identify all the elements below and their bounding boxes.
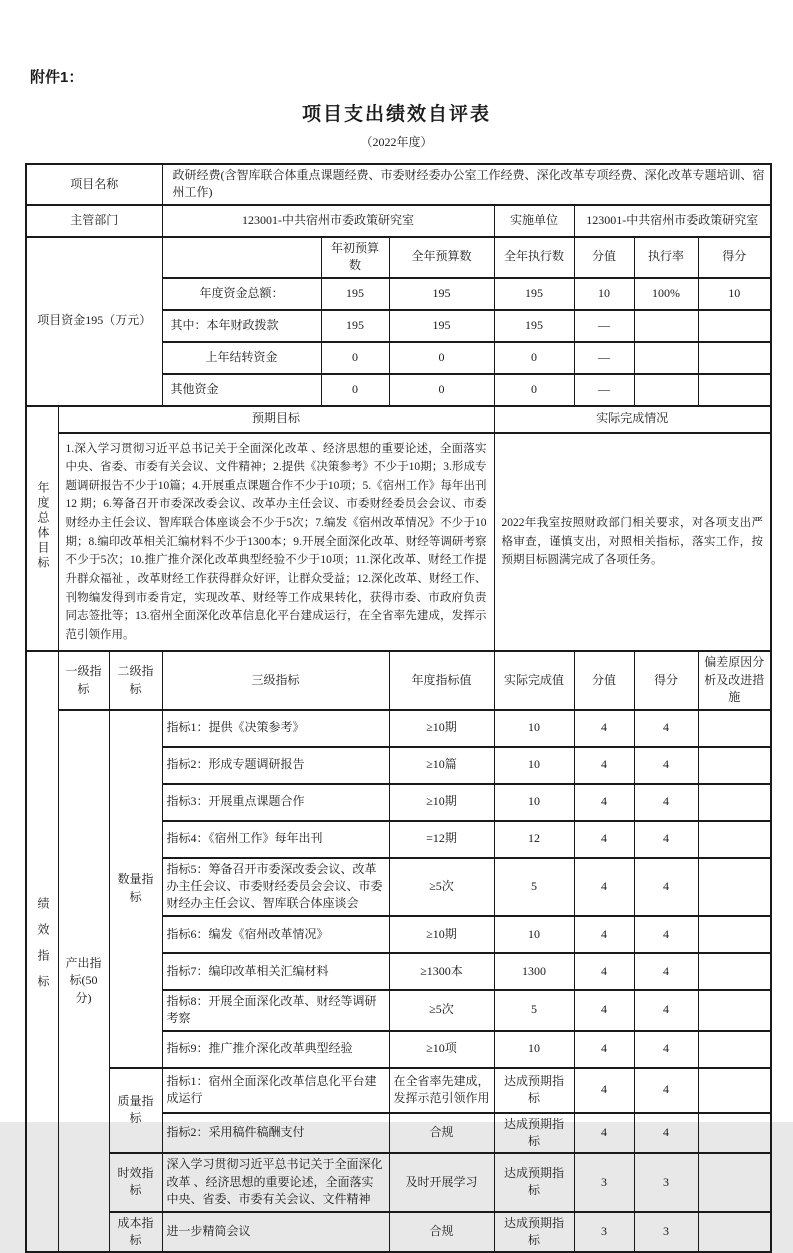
indicator-score: 4 <box>634 784 698 821</box>
indicator-deviation <box>698 1212 771 1253</box>
funds-executed: 0 <box>494 342 574 374</box>
indicator-target: 在全省率先建成，发挥示范引领作用 <box>389 1068 494 1113</box>
indicator-name: 指标8：开展全面深化改革、财经等调研考察 <box>162 990 389 1031</box>
funds-executed: 195 <box>494 310 574 342</box>
funds-score-value: — <box>574 310 634 342</box>
funds-initial: 0 <box>321 374 389 406</box>
actual-completion-text: 2022年我室按照财政部门相关要求，对各项支出严格审查，谨慎支出，对照相关指标，落实工作，按预期目标圆满完成了各项任务。 <box>494 433 771 652</box>
indicator-score: 3 <box>634 1153 698 1211</box>
funds-initial: 195 <box>321 310 389 342</box>
indicator-target: ≥10期 <box>389 784 494 821</box>
indicator-actual: 5 <box>494 858 574 916</box>
indicator-deviation <box>698 1153 771 1211</box>
impl-unit-label: 实施单位 <box>494 205 574 237</box>
indicator-name: 指标2：形成专题调研报告 <box>162 747 389 784</box>
indicator-target: ≥10期 <box>389 916 494 953</box>
header-deviation: 偏差原因分析及改进措施 <box>698 651 771 709</box>
funds-initial: 195 <box>321 278 389 310</box>
indicator-target: ≥10篇 <box>389 747 494 784</box>
indicator-target: ≥5次 <box>389 858 494 916</box>
indicator-deviation <box>698 1113 771 1154</box>
funds-annual: 195 <box>389 310 494 342</box>
funds-score-value: — <box>574 374 634 406</box>
indicator-name: 指标6：编发《宿州改革情况》 <box>162 916 389 953</box>
indicator-score: 3 <box>634 1212 698 1253</box>
indicator-name: 指标1：宿州全面深化改革信息化平台建成运行 <box>162 1068 389 1113</box>
funds-rate <box>634 342 698 374</box>
indicator-name: 指标1：提供《决策参考》 <box>162 710 389 747</box>
indicator-deviation <box>698 1031 771 1068</box>
performance-indicators-side-label-text: 绩效指标 <box>35 897 50 1002</box>
project-name-label: 项目名称 <box>26 164 162 205</box>
header-level2: 二级指标 <box>109 651 162 709</box>
expected-goals-text: 1.深入学习贯彻习近平总书记关于全面深化改革 、经济思想的重要论述，全面落实中央、省委、市委有关会议、文件精神；2.提供《决策参考》不少于10期；3.形成专题调研报告不少于10篇；4.开展重点课题合作不少于10项；5.《宿州工作》每年出刊 12 期；6.筹备召开市委深改委会议、改革办主任会议、市委财经委员会会议、市委财经办主任会议、智库联合体座谈会不少于5次；7.编发《宿州改革情况》不少于10期；8.编印改革相关汇编材料不少于1300本；9.开展全面深化改革、财经等调研考察不少于5次；10.推广推介深化改革典型经验不少于10项；11.深化改革、财经工作提升群众福祉 ，改革财经工作获得群众好评，让群众受益；12.深化改革、财经工作、刊物编发得到市委肯定，实现改革、财经等工作成果转化，获得市委、市政府负责同志签批等；13.宿州全面深化改革信息化平台建成运行，在全省率先建成，发挥示范引领作用。 <box>58 433 494 652</box>
indicator-target: ≥5次 <box>389 990 494 1031</box>
indicator-target: ≥1300本 <box>389 953 494 990</box>
funds-rate <box>634 374 698 406</box>
funds-header-annual: 全年预算数 <box>389 237 494 278</box>
level2-timeliness-indicator: 时效指标 <box>109 1153 162 1211</box>
header-level1: 一级指标 <box>58 651 109 709</box>
indicator-row <box>26 1068 771 1113</box>
indicator-actual: 达成预期指标 <box>494 1113 574 1154</box>
indicator-score-value: 4 <box>574 990 634 1031</box>
indicator-score-value: 4 <box>574 858 634 916</box>
indicator-actual: 达成预期指标 <box>494 1153 574 1211</box>
actual-completion-header: 实际完成情况 <box>494 406 771 433</box>
indicator-score: 4 <box>634 916 698 953</box>
header-target: 年度指标值 <box>389 651 494 709</box>
indicator-deviation <box>698 784 771 821</box>
indicator-name: 指标7：编印改革相关汇编材料 <box>162 953 389 990</box>
indicator-score-value: 4 <box>574 1113 634 1154</box>
indicator-target: ≥10期 <box>389 710 494 747</box>
funds-score-value: — <box>574 342 634 374</box>
indicator-row <box>26 1212 771 1253</box>
funds-score <box>698 374 771 406</box>
level2-quantity-indicator: 数量指标 <box>109 710 162 1068</box>
indicator-name: 指标2：采用稿件稿酬支付 <box>162 1113 389 1154</box>
indicator-actual: 10 <box>494 916 574 953</box>
self-evaluation-table <box>25 163 772 1253</box>
indicator-target: ≥10项 <box>389 1031 494 1068</box>
funds-score: 10 <box>698 278 771 310</box>
funds-annual: 195 <box>389 278 494 310</box>
indicator-score: 4 <box>634 747 698 784</box>
indicator-actual: 10 <box>494 710 574 747</box>
indicator-deviation <box>698 858 771 916</box>
indicator-actual: 达成预期指标 <box>494 1212 574 1253</box>
indicator-score-value: 3 <box>574 1153 634 1211</box>
indicator-target: 合规 <box>389 1212 494 1253</box>
indicator-score: 4 <box>634 953 698 990</box>
indicator-score-value: 4 <box>574 916 634 953</box>
project-name-value: 政研经费(含智库联合体重点课题经费、市委财经委办公室工作经费、深化改革专项经费、深化改革专题培训、宿州工作) <box>162 164 771 205</box>
dept-label: 主管部门 <box>26 205 162 237</box>
indicator-actual: 10 <box>494 747 574 784</box>
impl-unit-value: 123001-中共宿州市委政策研究室 <box>574 205 771 237</box>
indicator-name: 指标3：开展重点课题合作 <box>162 784 389 821</box>
indicator-name: 指标5：筹备召开市委深改委会议、改革办主任会议、市委财经委员会会议、市委财经办主任会议、智库联合体座谈会 <box>162 858 389 916</box>
level1-output-indicator: 产出指标(50分) <box>58 710 109 1253</box>
funds-header-score: 得分 <box>698 237 771 278</box>
indicator-score-value: 4 <box>574 747 634 784</box>
indicator-deviation <box>698 990 771 1031</box>
funds-score-value: 10 <box>574 278 634 310</box>
indicator-actual: 1300 <box>494 953 574 990</box>
funds-row-label: 上年结转资金 <box>162 342 321 374</box>
funds-row-label: 其中：本年财政拨款 <box>162 310 321 342</box>
performance-indicators-side-label <box>26 651 58 1252</box>
indicator-deviation <box>698 821 771 858</box>
funds-annual: 0 <box>389 374 494 406</box>
funds-annual: 0 <box>389 342 494 374</box>
indicator-score: 4 <box>634 1068 698 1113</box>
funds-rate <box>634 310 698 342</box>
header-score-value: 分值 <box>574 651 634 709</box>
indicator-actual: 10 <box>494 1031 574 1068</box>
indicator-score: 4 <box>634 1031 698 1068</box>
indicator-score-value: 3 <box>574 1212 634 1253</box>
funds-rate: 100% <box>634 278 698 310</box>
indicator-score-value: 4 <box>574 1068 634 1113</box>
indicator-score-value: 4 <box>574 1031 634 1068</box>
funds-executed: 195 <box>494 278 574 310</box>
funds-initial: 0 <box>321 342 389 374</box>
indicator-name: 进一步精简会议 <box>162 1212 389 1253</box>
indicator-score-value: 4 <box>574 821 634 858</box>
indicator-deviation <box>698 916 771 953</box>
page-subtitle: （2022年度） <box>360 135 433 149</box>
indicator-actual: 5 <box>494 990 574 1031</box>
funds-row-label: 其他资金 <box>162 374 321 406</box>
annual-goals-side-label-text: 年度总体目标 <box>35 480 50 571</box>
indicator-deviation <box>698 953 771 990</box>
funds-header-score-value: 分值 <box>574 237 634 278</box>
indicator-target: 合规 <box>389 1113 494 1154</box>
indicator-score: 4 <box>634 710 698 747</box>
header-actual: 实际完成值 <box>494 651 574 709</box>
indicator-score: 4 <box>634 1113 698 1154</box>
indicator-name: 深入学习贯彻习近平总书记关于全面深化改革 、经济思想的重要论述，全面落实中央、省委、市委有关会议、文件精神 <box>162 1153 389 1211</box>
indicator-score-value: 4 <box>574 710 634 747</box>
indicator-deviation <box>698 710 771 747</box>
level2-cost-indicator: 成本指标 <box>109 1212 162 1253</box>
funds-row-label: 年度资金总额： <box>162 278 321 310</box>
indicator-actual: 达成预期指标 <box>494 1068 574 1113</box>
funds-score <box>698 310 771 342</box>
funds-header-rate: 执行率 <box>634 237 698 278</box>
expected-goals-header: 预期目标 <box>58 406 494 433</box>
funds-header-initial: 年初预算数 <box>321 237 389 278</box>
indicator-deviation <box>698 747 771 784</box>
dept-value: 123001-中共宿州市委政策研究室 <box>162 205 494 237</box>
indicator-deviation <box>698 1068 771 1113</box>
indicator-score: 4 <box>634 858 698 916</box>
page-title: 项目支出绩效自评表 <box>301 104 491 125</box>
level2-quality-indicator: 质量指标 <box>109 1068 162 1154</box>
indicator-name: 指标9：推广推介深化改革典型经验 <box>162 1031 389 1068</box>
indicator-name: 指标4：《宿州工作》每年出刊 <box>162 821 389 858</box>
indicator-target: =12期 <box>389 821 494 858</box>
funds-header-executed: 全年执行数 <box>494 237 574 278</box>
indicator-score: 4 <box>634 990 698 1031</box>
header-score: 得分 <box>634 651 698 709</box>
attachment-label: 附件1： <box>30 69 84 86</box>
indicator-target: 及时开展学习 <box>389 1153 494 1211</box>
funds-blank-cell <box>162 237 321 278</box>
funds-executed: 0 <box>494 374 574 406</box>
header-level3: 三级指标 <box>162 651 389 709</box>
annual-goals-side-label <box>26 406 58 652</box>
indicator-score-value: 4 <box>574 784 634 821</box>
funds-score <box>698 342 771 374</box>
indicator-actual: 12 <box>494 821 574 858</box>
indicator-row <box>26 710 771 747</box>
project-funds-label: 项目资金195（万元） <box>26 237 162 406</box>
indicator-score: 4 <box>634 821 698 858</box>
indicator-row <box>26 1153 771 1211</box>
indicator-score-value: 4 <box>574 953 634 990</box>
indicator-actual: 10 <box>494 784 574 821</box>
